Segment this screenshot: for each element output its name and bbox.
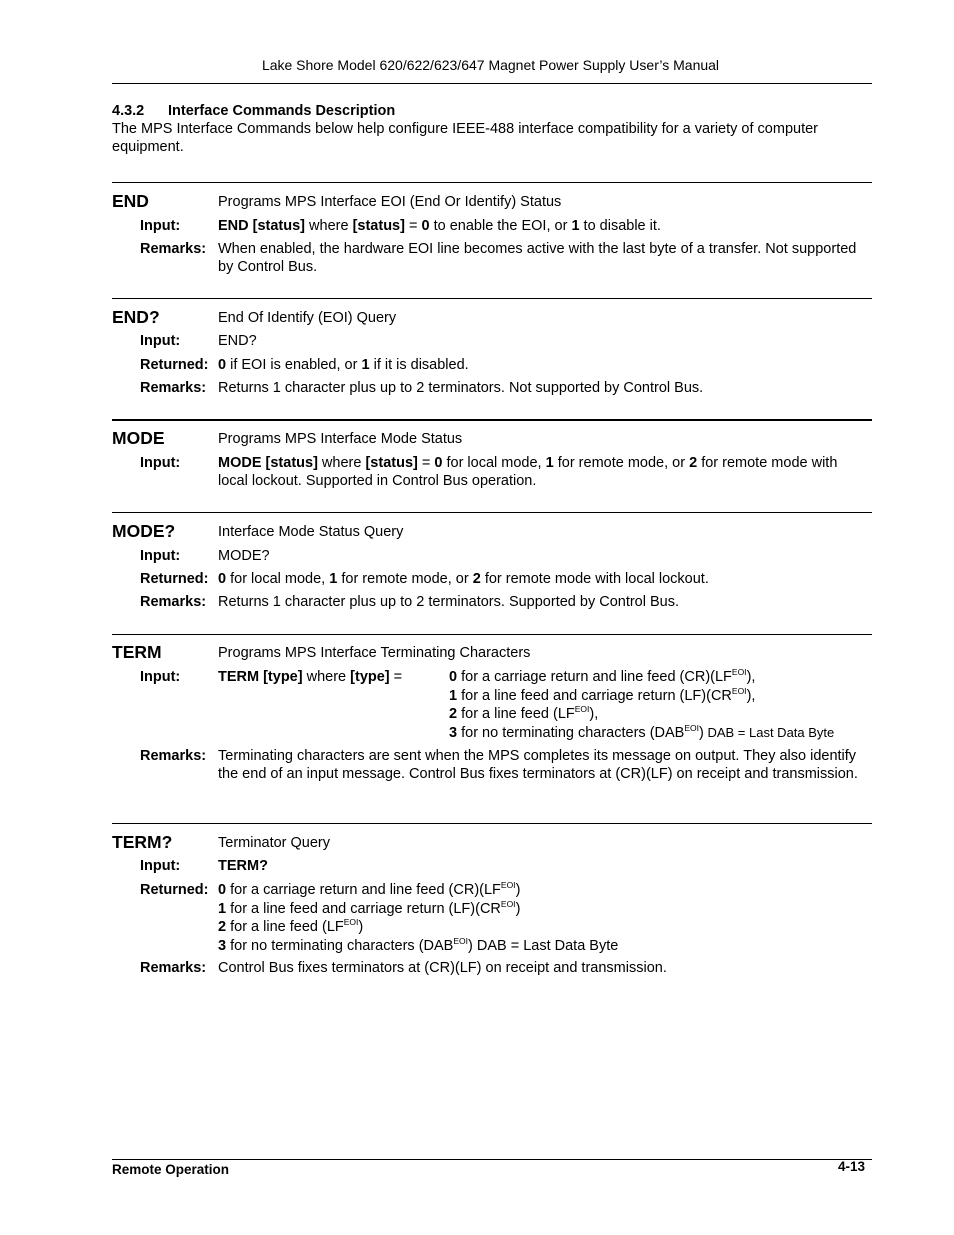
command-mode-query-input: MODE? xyxy=(218,548,270,564)
text-fragment: ), xyxy=(746,669,756,685)
input-command: MODE [status] xyxy=(218,455,318,471)
text-fragment: for remote mode, or xyxy=(337,571,473,587)
command-mode-input xyxy=(218,454,858,490)
command-end-input xyxy=(218,217,868,235)
footer-chapter: Remote Operation xyxy=(112,1162,230,1177)
text-fragment: if it is disabled. xyxy=(369,357,469,373)
text-fragment: for local mode, xyxy=(226,571,330,587)
divider-mode-query xyxy=(112,512,872,513)
text-fragment: for a line feed (LF xyxy=(226,919,344,935)
value-number: 2 xyxy=(218,919,227,935)
value-number: 3 xyxy=(218,937,227,954)
value-number: 3 xyxy=(449,724,458,741)
value-number: 0 xyxy=(218,882,227,898)
input-parameter: [status] xyxy=(352,218,405,234)
command-mode-query-description: Interface Mode Status Query xyxy=(218,524,404,540)
command-end-query-remarks: Returns 1 character plus up to 2 terminators. Not supported by Control Bus. xyxy=(218,380,704,396)
text-fragment: to disable it. xyxy=(579,218,661,234)
text-fragment: where xyxy=(317,455,366,471)
command-end-query-description: End Of Identify (EOI) Query xyxy=(218,310,397,326)
input-command: END [status] xyxy=(218,218,306,234)
value-number: 0 xyxy=(218,357,227,373)
text-fragment: where xyxy=(305,218,353,234)
list-item xyxy=(449,668,834,687)
section-intro: The MPS Interface Commands below help configure IEEE-488 interface compatibility for a variety of computer equipment. xyxy=(112,121,818,155)
command-end-query-returned xyxy=(218,356,868,374)
command-term-query-returned-list xyxy=(218,881,868,955)
text-fragment: = xyxy=(417,455,435,471)
list-item xyxy=(218,937,868,956)
divider-end xyxy=(112,182,872,183)
text-fragment: for no terminating characters (DAB xyxy=(226,937,454,954)
command-mode-name: MODE xyxy=(112,428,165,448)
command-mode-input-label: Input: xyxy=(140,455,181,471)
option-note: DAB = Last Data Byte xyxy=(703,724,835,740)
text-fragment: to enable the EOI, or xyxy=(429,218,572,234)
command-end-remarks-label: Remarks: xyxy=(140,241,207,257)
text-fragment: for a carriage return and line feed (CR)(LF xyxy=(457,669,732,685)
value-number: 1 xyxy=(329,571,338,587)
input-command: TERM [type] xyxy=(218,669,303,685)
command-end-query-input: END? xyxy=(218,333,257,349)
superscript: EOI xyxy=(343,917,359,928)
divider-end-query xyxy=(112,298,872,299)
superscript: EOI xyxy=(731,685,747,696)
value-number: 2 xyxy=(689,455,698,471)
command-end-description: Programs MPS Interface EOI (End Or Identify) Status xyxy=(218,194,562,210)
superscript: EOI xyxy=(731,667,747,678)
list-item xyxy=(449,687,834,706)
list-item xyxy=(218,918,868,937)
divider-term xyxy=(112,634,872,635)
text-fragment: ) xyxy=(515,900,521,917)
section-title: Interface Commands Description xyxy=(168,103,396,119)
list-item xyxy=(218,881,868,900)
text-fragment: for no terminating characters (DAB xyxy=(457,724,685,741)
command-mode-query-remarks: Returns 1 character plus up to 2 terminators. Supported by Control Bus. xyxy=(218,594,680,610)
command-mode-query-input-label: Input: xyxy=(140,548,181,564)
command-end-query-returned-label: Returned: xyxy=(140,357,209,373)
value-number: 1 xyxy=(218,900,227,917)
superscript: EOI xyxy=(684,722,699,733)
input-parameter: [status] xyxy=(365,455,418,471)
value-number: 2 xyxy=(449,706,458,722)
command-term-input-label: Input: xyxy=(140,669,181,685)
text-fragment: if EOI is enabled, or xyxy=(226,357,362,373)
footer-rule xyxy=(112,1159,872,1160)
superscript: EOI xyxy=(574,704,590,715)
list-item xyxy=(449,724,834,743)
command-mode-query-returned xyxy=(218,570,868,588)
command-term-remarks-label: Remarks: xyxy=(140,748,207,764)
divider-mode xyxy=(112,419,872,421)
command-term-query-returned-label: Returned: xyxy=(140,882,209,898)
command-term-remarks: Terminating characters are sent when the MPS completes its message on output. They also identify the end of an input message. Control Bus fixes terminators at (CR)(LF) on receipt and transmission. xyxy=(218,748,858,782)
text-fragment: for a line feed and carriage return (LF)(CR xyxy=(457,687,732,704)
command-end-input-label: Input: xyxy=(140,218,181,234)
command-end-query-name: END? xyxy=(112,307,160,327)
command-term-description: Programs MPS Interface Terminating Characters xyxy=(218,645,531,661)
text-fragment: for local mode, xyxy=(442,455,546,471)
text-fragment: ) DAB = Last Data Byte xyxy=(468,937,619,954)
divider-term-query xyxy=(112,823,872,824)
command-term-query-input-label: Input: xyxy=(140,858,181,874)
text-fragment: for remote mode with local lockout. Supported in Control Bus operation. xyxy=(218,455,838,489)
command-mode-query-name: MODE? xyxy=(112,521,176,541)
command-term-query-remarks-label: Remarks: xyxy=(140,960,207,976)
command-term-option-list xyxy=(449,668,834,742)
value-number: 0 xyxy=(434,455,443,471)
list-item xyxy=(449,705,834,724)
command-term-query-name: TERM? xyxy=(112,832,173,852)
text-fragment: = xyxy=(389,669,403,685)
superscript: EOI xyxy=(453,935,468,946)
command-end-query-remarks-label: Remarks: xyxy=(140,380,207,396)
text-fragment: for a line feed (LF xyxy=(457,706,575,722)
text-fragment: for a carriage return and line feed (CR)(LF xyxy=(226,882,501,898)
text-fragment: where xyxy=(302,669,351,685)
superscript: EOI xyxy=(500,898,516,909)
value-number: 0 xyxy=(449,669,458,685)
text-fragment: for remote mode, or xyxy=(553,455,690,471)
header-rule xyxy=(112,83,872,84)
input-parameter: [type] xyxy=(350,669,390,685)
text-fragment: for remote mode with local lockout. xyxy=(480,571,709,587)
command-end-name: END xyxy=(112,191,149,211)
value-number: 0 xyxy=(421,218,430,234)
superscript: EOI xyxy=(500,880,516,891)
text-fragment: ) xyxy=(699,724,704,741)
value-number: 1 xyxy=(545,455,554,471)
command-end-query-input-label: Input: xyxy=(140,333,181,349)
value-number: 2 xyxy=(472,571,481,587)
text-fragment: ), xyxy=(746,687,756,704)
section-number: 4.3.2 xyxy=(112,103,145,119)
text-fragment: ), xyxy=(589,706,599,722)
text-fragment: for a line feed and carriage return (LF)(CR xyxy=(226,900,501,917)
command-mode-description: Programs MPS Interface Mode Status xyxy=(218,431,463,447)
value-number: 0 xyxy=(218,571,227,587)
text-fragment: ) xyxy=(515,882,521,898)
value-number: 1 xyxy=(449,687,458,704)
command-term-input xyxy=(218,668,448,686)
command-mode-query-remarks-label: Remarks: xyxy=(140,594,207,610)
text-fragment: ) xyxy=(358,919,364,935)
running-header: Lake Shore Model 620/622/623/647 Magnet Power Supply User’s Manual xyxy=(261,57,720,73)
text-fragment: = xyxy=(404,218,422,234)
page-number: 4-13 xyxy=(838,1159,866,1174)
command-term-query-description: Terminator Query xyxy=(218,835,331,851)
command-term-query-input: TERM? xyxy=(218,858,268,874)
value-number: 1 xyxy=(361,357,370,373)
command-end-remarks: When enabled, the hardware EOI line becomes active with the last byte of a transfer. Not supported by Control Bus. xyxy=(218,241,857,275)
command-mode-query-returned-label: Returned: xyxy=(140,571,209,587)
command-term-query-remarks: Control Bus fixes terminators at (CR)(LF) on receipt and transmission. xyxy=(218,960,667,976)
list-item xyxy=(218,900,868,919)
value-number: 1 xyxy=(571,218,580,234)
command-term-name: TERM xyxy=(112,642,162,662)
